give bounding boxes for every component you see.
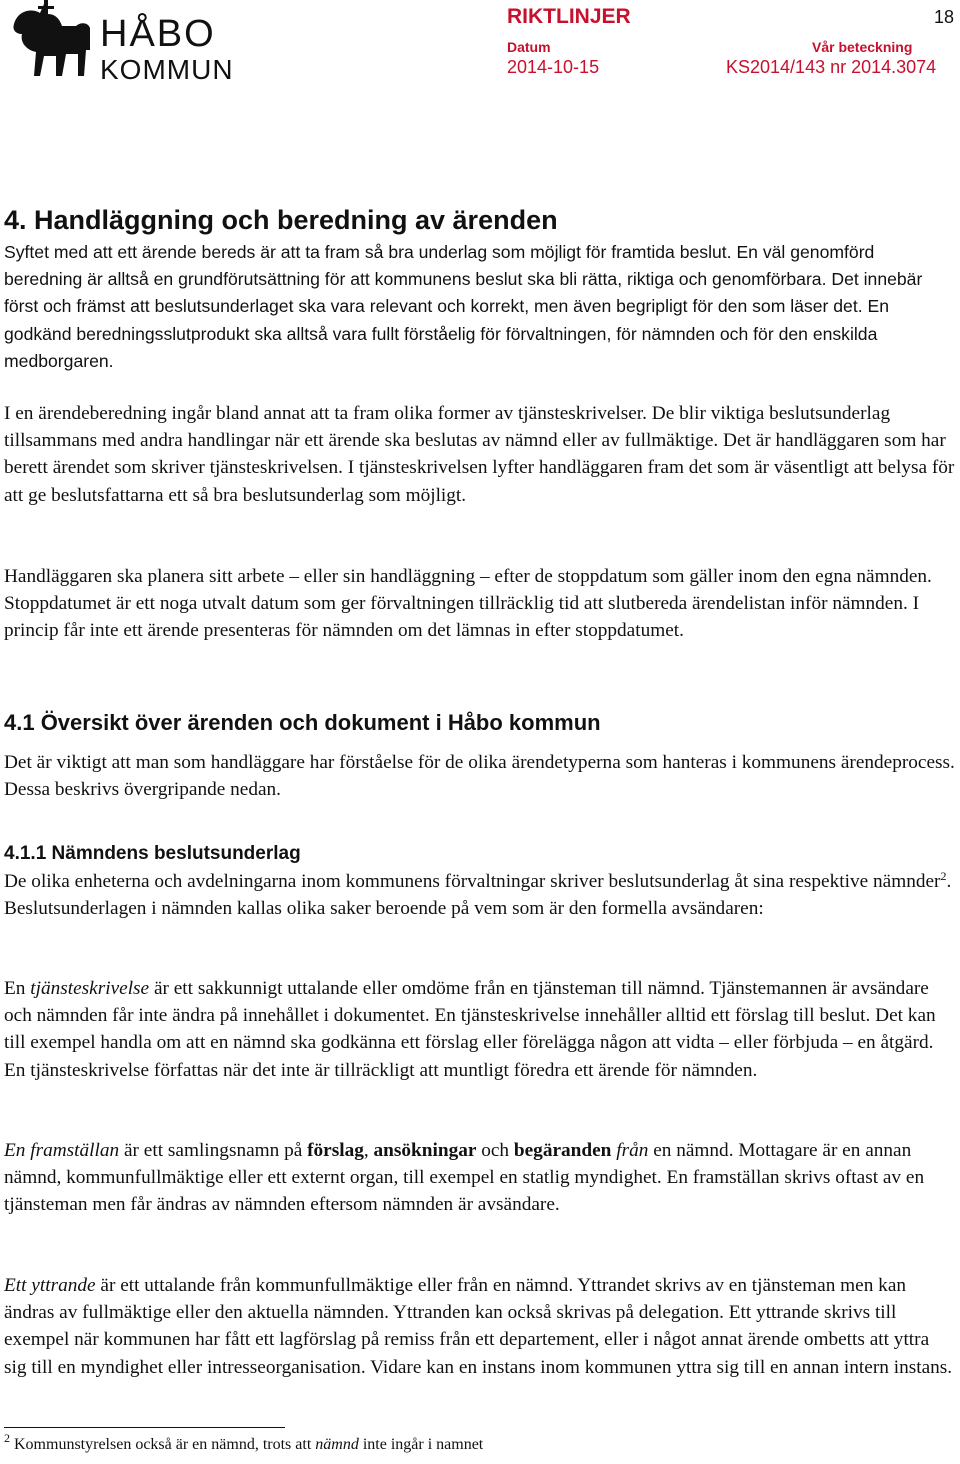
tjansteskrivelse-text: är ett sakkunnigt uttalande eller omdöme från en tjänsteman till nämnd. Tjänstemannen är avsändare och nämnden får inte ändra på innehållet i dokumentet. En tjänsteskrivelse innehåller alltid ett förslag till beslut. Det kan till exempel handla om att en nämnd ska godkänna ett förslag eller förelägga någon att vidta – eller förbjuda – en åtgärd. En tjänsteskrivelse författas när det inte är tillräckligt att muntligt föredra ett ärende för nämnden. <box>4 978 936 1081</box>
footnote <box>4 1431 484 1454</box>
habo-kommun-logo <box>4 0 236 84</box>
yttrande-term: Ett yttrande <box>4 1275 96 1296</box>
framstallan-text-3: och <box>476 1140 514 1161</box>
footnote-reference[interactable]: 2 <box>940 869 947 883</box>
page-number: 18 <box>934 7 955 27</box>
footnote-number: 2 <box>4 1431 10 1445</box>
section-heading-4: 4. Handläggning och beredning av ärenden <box>4 205 558 235</box>
logo-habo: HÅBO <box>100 13 216 55</box>
reference-label: Vår beteckning <box>812 39 913 55</box>
paragraph-arendeberedning: I en ärendeberedning ingår bland annat att ta fram olika former av tjänsteskrivelser. De blir viktiga beslutsunderlag tillsammans med andra handlingar när ett ärende ska beslutas av nämnd eller av fullmäktige. Det är handläggaren som har berett ärendet som skriver tjänsteskrivelsen. I tjänsteskrivelsen lyfter handläggaren fram det som är väsentligt att belysa för att ge beslutsfattarna ett så bra beslutsunderlag som möjligt. <box>4 403 955 506</box>
date-value: 2014-10-15 <box>507 57 600 77</box>
lamb-emblem-icon <box>13 0 90 76</box>
paragraph-overview: Det är viktigt att man som handläggare har förståelse för de olika ärendetyperna som hanteras i kommunens ärendeprocess. Dessa beskrivs övergripande nedan. <box>4 752 955 801</box>
intro-text-b: En godkänd beredningsslutprodukt ska alltså vara fullt förståelig för förvaltningen, för nämnden och för den enskilda medborgaren. <box>4 296 890 371</box>
section-heading-4-1: 4.1 Översikt över ärenden och dokument i Håbo kommun <box>4 710 601 735</box>
framstallan-text-2: , <box>363 1140 374 1161</box>
intro-text-a: Syftet med att ett ärende bereds är att ta fram så bra underlag som möjligt för framtida beslut. En väl genomförd beredning är alltså en grundförutsättning för att kommunens beslut ska bli rätta, riktiga och genomförbara. Det innebär först och främst att beslutsunderlaget ska vara relevant och korrekt, men även begripligt för den som läser det. <box>4 242 923 317</box>
framstallan-ansokningar: ansökningar <box>373 1140 477 1161</box>
framstallan-text-5: en nämnd. Mottagare är en annan nämnd, kommunfullmäktige eller ett externt organ, till exempel en statlig myndighet. En framställan skrivs oftast av en tjänsteman men får ändras av nämnden eftersom nämnden är avsändare. <box>4 1140 925 1216</box>
tjansteskrivelse-term-italic: tjänsteskrivelse <box>30 978 150 999</box>
paragraph-intro <box>4 239 956 375</box>
date-label: Datum <box>507 39 551 55</box>
yttrande-text: är ett uttalande från kommunfullmäktige eller från en nämnd. Yttrandet skrivs av en tjänsteman men kan ändras av fullmäktige eller den aktuella nämnden. Yttranden kan också skrivas på delegation. Ett yttrande skrivs till exempel när kommunen har fått ett lagförslag på remiss från ett departement, eller i något annat ärende ombetts att yttra sig till en myndighet eller intresseorganisation. Vidare kan en instans inom kommunen yttra sig till en annan intern instans. <box>4 1275 953 1378</box>
paragraph-framstallan <box>4 1137 956 1219</box>
beslutsunderlag-text-b: . Beslutsunderlagen i nämnden kallas olika saker beroende på vem som är den formella avsändaren: <box>4 871 952 920</box>
logo-kommun: KOMMUN <box>100 54 234 84</box>
reference-value: KS2014/143 nr 2014.3074 <box>726 57 937 77</box>
framstallan-term: En framställan <box>4 1140 120 1161</box>
paragraph-handlaggaren: Handläggaren ska planera sitt arbete – eller sin handläggning – efter de stoppdatum som gäller inom den egna nämnden. Stoppdatumet är ett noga utvalt datum som ger förvaltningen tillräcklig tid att slutbereda ärendelistan inför nämnden. I princip får inte ett ärende presenteras för nämnden om det lämnas in efter stoppdatumet. <box>4 566 932 642</box>
framstallan-begaranden: begäranden <box>513 1140 612 1161</box>
footnote-text-a: Kommunstyrelsen också är en nämnd, trots att <box>10 1436 316 1453</box>
paragraph-yttrande <box>4 1272 956 1381</box>
document-type: RIKTLINJER <box>507 5 631 28</box>
section-heading-4-1-1: 4.1.1 Nämndens beslutsunderlag <box>4 843 301 864</box>
paragraph-beslutsunderlag <box>4 868 956 922</box>
footnote-emphasis: nämnd <box>315 1436 359 1453</box>
tjansteskrivelse-term: En tjänsteskrivelse <box>4 978 150 999</box>
framstallan-forslag: förslag <box>307 1140 364 1161</box>
framstallan-fran: från <box>616 1140 649 1161</box>
footnote-text-b: inte ingår i namnet <box>358 1436 484 1453</box>
footnote-divider <box>4 1427 285 1428</box>
beslutsunderlag-text-a: De olika enheterna och avdelningarna inom kommunens förvaltningar skriver beslutsunderlag åt sina respektive nämnder <box>4 871 941 892</box>
paragraph-tjansteskrivelse <box>4 975 956 1084</box>
framstallan-text-1: är ett samlingsnamn på <box>119 1140 308 1161</box>
